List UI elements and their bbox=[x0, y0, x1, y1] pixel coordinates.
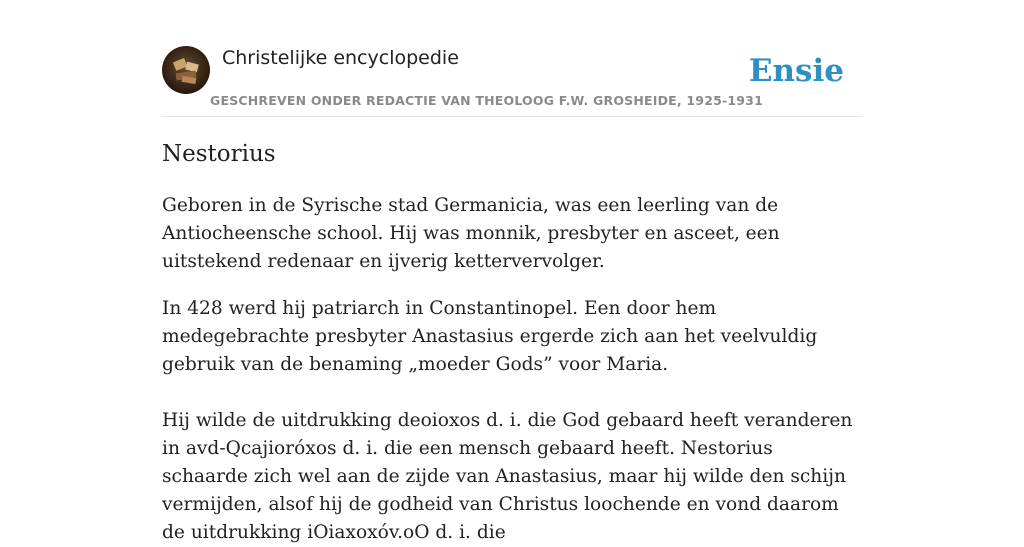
article-paragraph-2: In 428 werd hij patriarch in Constantinopel. Een door hem medegebrachte presbyter Anastasius ergerde zich aan het veelvuldig gebruik van de benaming „moeder Gods” voor Maria. bbox=[162, 298, 818, 375]
site-header bbox=[162, 46, 862, 117]
article-paragraph-3: Hij wilde de uitdrukking deoioxos d. i. die God gebaard heeft veranderen in avd-Qcajioróxos d. i. die een mensch gebaard heeft. Nestorius schaarde zich wel aan de zijde van Anastasius, maar hij wilde den schijn vermijden, alsof hij de godheid van Christus loochende en vond daarom de uitdrukking iOiaxoxóv.oO d. i. die bbox=[162, 410, 853, 543]
site-title[interactable]: Christelijke encyclopedie bbox=[222, 47, 459, 69]
article-paragraph-1: Geboren in de Syrische stad Germanicia, was een leerling van de Antiocheensche school. Hij was monnik, presbyter en asceet, een uitstekend redenaar en ijverig kettervervolger. bbox=[162, 195, 780, 272]
article-title: Nestorius bbox=[162, 141, 276, 167]
logo-icon[interactable] bbox=[162, 46, 210, 94]
site-subtitle: GESCHREVEN ONDER REDACTIE VAN THEOLOOG F.W. GROSHEIDE, 1925-1931 bbox=[210, 93, 763, 108]
brand-logo[interactable]: Ensie bbox=[748, 53, 844, 89]
